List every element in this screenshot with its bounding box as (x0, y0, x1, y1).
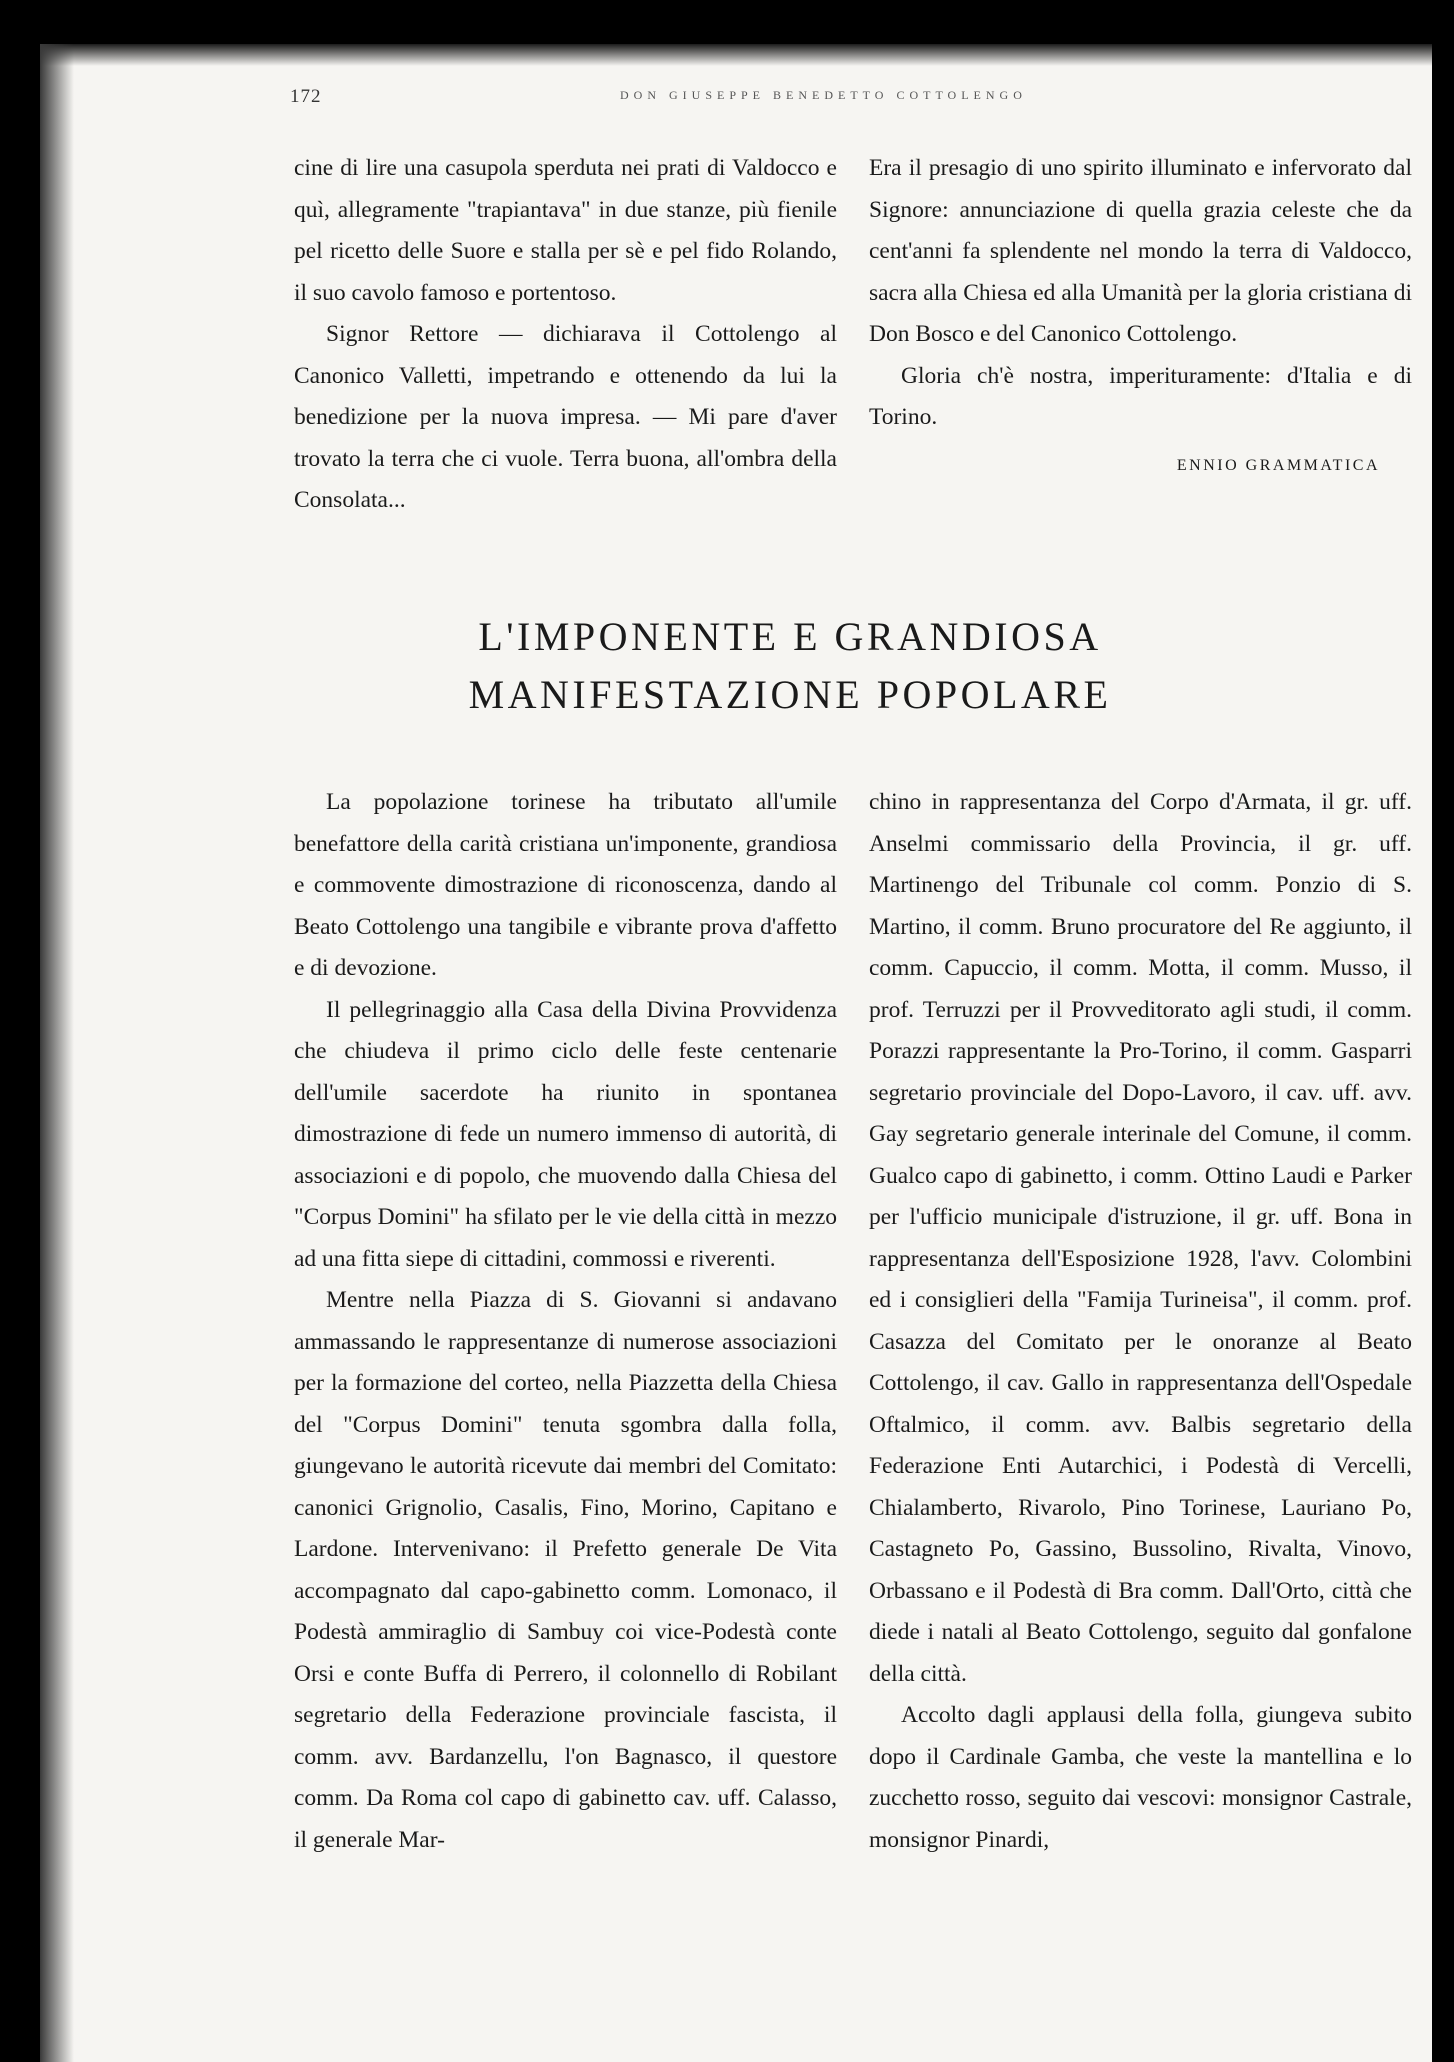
article2-right-column (869, 782, 1412, 1861)
paragraph: chino in rappresentanza del Corpo d'Armata, il gr. uff. Anselmi commissario della Provincia, il gr. uff. Martinengo del Tribunale col comm. Ponzio di S. Martino, il comm. Bruno procuratore del Re aggiunto, il comm. Capuccio, il comm. Motta, il comm. Musso, il prof. Terruzzi per il Provveditorato agli studi, il comm. Porazzi rappresentante la Pro-Torino, il comm. Gasparri segretario provinciale del Dopo-Lavoro, il cav. uff. avv. Gay segretario generale interinale del Comune, il comm. Gualco capo di gabinetto, i comm. Ottino Laudi e Parker per l'ufficio municipale d'istruzione, il gr. uff. Bona in rappresentanza dell'Esposizione 1928, l'avv. Colombini ed i consiglieri della "Famija Turineisa", il comm. prof. Casazza del Comitato per le onoranze al Beato Cottolengo, il cav. Gallo in rappresentanza dell'Ospedale Oftalmico, il comm. avv. Balbis segretario della Federazione Enti Autarchici, i Podestà di Vercelli, Chialamberto, Rivarolo, Pino Torinese, Lauriano Po, Castagneto Po, Gassino, Bussolino, Rivalta, Vinovo, Orbassano e il Podestà di Bra comm. Dall'Orto, città che diede i natali al Beato Cottolengo, seguito dal gonfalone della città. (869, 789, 1412, 1687)
author-signature: ENNIO GRAMMATICA (1176, 456, 1380, 474)
paragraph: Signor Rettore — dichiarava il Cottolengo al Canonico Valletti, impetrando e ottenendo da lui la benedizione per la nuova impresa. — Mi pare d'aver trovato la terra che ci vuole. Terra buona, all'ombra della Consolata... (294, 321, 837, 513)
paragraph: cine di lire una casupola sperduta nei prati di Valdocco e quì, allegramente "trapiantava" in due stanze, più fienile pel ricetto delle Suore e stalla per sè e pel fido Rolando, il suo cavolo famoso e portentoso. (294, 155, 837, 306)
article2-left-column (294, 782, 837, 1861)
paragraph: Gloria ch'è nostra, imperituramente: d'Italia e di Torino. (869, 362, 1412, 430)
article1-right-column (869, 148, 1412, 486)
article-headline (270, 608, 1310, 724)
page-number: 172 (290, 86, 322, 107)
running-head (290, 86, 1290, 116)
paragraph: Era il presagio di uno spirito illuminato e infervorato dal Signore: annunciazione di quella grazia celeste che da cent'anni fa splendente nel mondo la terra di Valdocco, sacra alla Chiesa ed alla Umanità per la gloria cristiana di Don Bosco e del Canonico Cottolengo. (869, 155, 1412, 347)
running-title: DON GIUSEPPE BENEDETTO COTTOLENGO (620, 88, 1027, 102)
headline-line-2: MANIFESTAZIONE POPOLARE (468, 672, 1112, 717)
page-gutter-shadow (40, 44, 74, 2062)
page-top-shadow (40, 44, 1432, 66)
paragraph: La popolazione torinese ha tributato all'umile benefattore della carità cristiana un'imponente, grandiosa e commovente dimostrazione di riconoscenza, dando al Beato Cottolengo una tangibile e vibrante prova d'affetto e di devozione. (294, 789, 837, 981)
paragraph: Il pellegrinaggio alla Casa della Divina Provvidenza che chiudeva il primo ciclo delle feste centenarie dell'umile sacerdote ha riunito in spontanea dimostrazione di fede un numero immenso di autorità, di associazioni e di popolo, che muovendo dalla Chiesa del "Corpus Domini" ha sfilato per le vie della città in mezzo ad una fitta siepe di cittadini, commossi e riverenti. (294, 996, 837, 1272)
paragraph: Mentre nella Piazza di S. Giovanni si andavano ammassando le rappresentanze di numerose associazioni per la formazione del corteo, nella Piazzetta della Chiesa del "Corpus Domini" tenuta sgombra dalla folla, giungevano le autorità ricevute dai membri del Comitato: canonici Grignolio, Casalis, Fino, Morino, Capitano e Lardone. Intervenivano: il Prefetto generale De Vita accompagnato dal capo-gabinetto comm. Lomonaco, il Podestà ammiraglio di Sambuy coi vice-Podestà conte Orsi e conte Buffa di Perrero, il colonnello di Robilant segretario della Federazione provinciale fascista, il comm. avv. Bardanzellu, l'on Bagnasco, il questore comm. Da Roma col capo di gabinetto cav. uff. Calasso, il generale Mar- (294, 1287, 837, 1853)
article1-left-column (294, 148, 837, 522)
headline-line-1: L'IMPONENTE E GRANDIOSA (478, 614, 1102, 659)
paragraph: Accolto dagli applausi della folla, giungeva subito dopo il Cardinale Gamba, che veste la mantellina e lo zucchetto rosso, seguito dai vescovi: monsignor Castrale, monsignor Pinardi, (869, 1702, 1412, 1853)
